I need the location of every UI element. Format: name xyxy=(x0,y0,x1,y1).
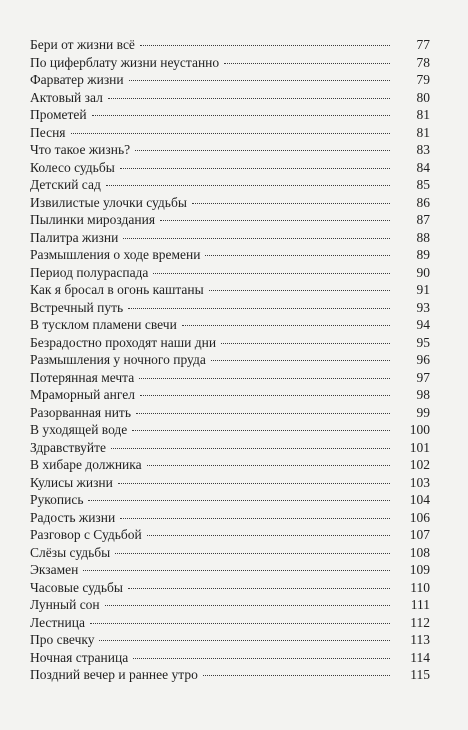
toc-entry xyxy=(30,316,430,334)
toc-entry xyxy=(30,334,430,352)
dot-leader xyxy=(111,448,390,449)
toc-entry xyxy=(30,281,430,299)
dot-leader xyxy=(209,290,390,291)
dot-leader xyxy=(118,483,390,484)
toc-entry xyxy=(30,351,430,369)
toc-entry-title: Встречный путь xyxy=(30,299,124,315)
dot-leader xyxy=(211,360,390,361)
toc-entry xyxy=(30,614,430,632)
toc-entry-title: Ночная страница xyxy=(30,649,129,665)
toc-entry-title: Рукопись xyxy=(30,492,84,507)
toc-entry xyxy=(30,631,430,649)
toc-entry-page: 96 xyxy=(416,352,430,367)
toc-entry-page: 99 xyxy=(416,404,430,420)
toc-entry-title: Пылинки мироздания xyxy=(30,212,156,227)
toc-entry-title: Часовые судьбы xyxy=(30,579,123,595)
dot-leader xyxy=(123,238,390,239)
toc-entry-title: В уходящей воде xyxy=(30,422,128,437)
toc-entry xyxy=(30,124,430,142)
toc-entry-page: 90 xyxy=(416,264,430,280)
dot-leader xyxy=(128,308,390,309)
toc-entry-page: 114 xyxy=(410,649,430,665)
dot-leader xyxy=(224,63,390,64)
toc-entry xyxy=(30,89,430,107)
toc-entry-page: 78 xyxy=(416,54,430,70)
toc-entry xyxy=(30,666,430,684)
toc-entry-page: 104 xyxy=(409,492,430,507)
toc-entry-title: В тусклом пламени свечи xyxy=(30,317,177,332)
dot-leader xyxy=(182,325,390,326)
toc-entry xyxy=(30,404,430,422)
toc-entry-title: Что такое жизнь? xyxy=(30,142,131,157)
toc-entry-title: Потерянная мечта xyxy=(30,369,135,385)
dot-leader xyxy=(99,640,390,641)
dot-leader xyxy=(128,588,390,589)
toc-entry xyxy=(30,509,430,527)
dot-leader xyxy=(88,500,390,501)
toc-entry-title: Разговор с Судьбой xyxy=(30,527,142,542)
toc-entry xyxy=(30,596,430,614)
toc-entry-title: Лестница xyxy=(30,614,85,630)
toc-entry-page: 80 xyxy=(416,89,430,105)
toc-entry-page: 94 xyxy=(416,317,430,332)
toc-entry xyxy=(30,439,430,457)
toc-entry-page: 102 xyxy=(409,457,430,472)
dot-leader xyxy=(203,675,390,676)
toc-entry xyxy=(30,141,430,159)
toc-entry xyxy=(30,421,430,439)
toc-entry xyxy=(30,386,430,404)
toc-entry-page: 110 xyxy=(410,579,430,595)
toc-entry-page: 83 xyxy=(416,142,430,157)
toc-entry xyxy=(30,474,430,492)
dot-leader xyxy=(221,343,390,344)
dot-leader xyxy=(205,255,390,256)
toc-entry xyxy=(30,299,430,317)
toc-entry-title: Поздний вечер и раннее утро xyxy=(30,667,198,682)
toc-entry-page: 103 xyxy=(409,474,430,490)
dot-leader xyxy=(108,98,390,99)
toc-entry-title: Экзамен xyxy=(30,562,79,577)
dot-leader xyxy=(105,605,390,606)
toc-entry-title: Разорванная нить xyxy=(30,404,131,420)
dot-leader xyxy=(115,553,390,554)
toc-entry-page: 113 xyxy=(410,632,430,647)
dot-leader xyxy=(83,570,390,571)
toc-entry xyxy=(30,264,430,282)
dot-leader xyxy=(132,430,390,431)
toc-entry-page: 107 xyxy=(409,527,430,542)
toc-entry xyxy=(30,456,430,474)
toc-entry xyxy=(30,36,430,54)
dot-leader xyxy=(120,168,390,169)
toc-entry-title: Актовый зал xyxy=(30,89,103,105)
toc-entry xyxy=(30,544,430,562)
toc-entry-page: 98 xyxy=(416,387,430,402)
dot-leader xyxy=(106,185,390,186)
toc-entry-title: Палитра жизни xyxy=(30,229,119,245)
toc-entry-page: 79 xyxy=(416,72,430,87)
toc-entry xyxy=(30,159,430,177)
toc-entry-title: Бери от жизни всё xyxy=(30,37,135,52)
toc-entry-page: 112 xyxy=(410,614,430,630)
dot-leader xyxy=(129,80,390,81)
dot-leader xyxy=(133,658,390,659)
toc-entry xyxy=(30,579,430,597)
toc-entry xyxy=(30,369,430,387)
toc-entry-title: Колесо судьбы xyxy=(30,159,115,175)
toc-entry-page: 87 xyxy=(416,212,430,227)
toc-entry-title: Прометей xyxy=(30,107,87,122)
toc-entry xyxy=(30,211,430,229)
toc-entry-page: 86 xyxy=(416,194,430,210)
toc-entry-title: Размышления у ночного пруда xyxy=(30,352,206,367)
toc-entry xyxy=(30,491,430,509)
dot-leader xyxy=(140,395,390,396)
dot-leader xyxy=(71,133,390,134)
dot-leader xyxy=(135,150,390,151)
toc-entry-page: 97 xyxy=(416,369,430,385)
toc-entry xyxy=(30,176,430,194)
dot-leader xyxy=(147,535,390,536)
toc-entry-title: Фарватер жизни xyxy=(30,72,124,87)
toc-entry-title: Извилистые улочки судьбы xyxy=(30,194,187,210)
toc-entry-page: 85 xyxy=(416,177,430,192)
toc-entry-page: 89 xyxy=(416,247,430,262)
toc-entry-page: 106 xyxy=(409,509,430,525)
toc-entry xyxy=(30,246,430,264)
toc-entry-page: 109 xyxy=(409,562,430,577)
dot-leader xyxy=(90,623,390,624)
toc-entry-title: Здравствуйте xyxy=(30,439,107,455)
toc-entry-title: Лунный сон xyxy=(30,597,100,612)
toc-entry xyxy=(30,71,430,89)
toc-entry xyxy=(30,526,430,544)
toc-entry-title: Мраморный ангел xyxy=(30,387,135,402)
toc-entry-title: Период полураспада xyxy=(30,264,149,280)
dot-leader xyxy=(160,220,390,221)
toc-entry-page: 84 xyxy=(416,159,430,175)
toc-entry-page: 77 xyxy=(416,37,430,52)
toc-entry-title: По циферблату жизни неустанно xyxy=(30,54,220,70)
toc-entry-title: В хибаре должника xyxy=(30,457,142,472)
dot-leader xyxy=(92,115,390,116)
toc-entry-page: 115 xyxy=(410,667,430,682)
table-of-contents xyxy=(30,36,430,684)
toc-entry xyxy=(30,649,430,667)
dot-leader xyxy=(136,413,390,414)
toc-entry xyxy=(30,194,430,212)
dot-leader xyxy=(140,45,390,46)
toc-entry-page: 88 xyxy=(416,229,430,245)
toc-entry-page: 81 xyxy=(416,124,430,140)
dot-leader xyxy=(120,518,390,519)
toc-entry-title: Кулисы жизни xyxy=(30,474,113,490)
toc-entry-title: Радость жизни xyxy=(30,509,116,525)
toc-entry-page: 95 xyxy=(416,334,430,350)
dot-leader xyxy=(147,465,390,466)
toc-entry-page: 81 xyxy=(416,107,430,122)
dot-leader xyxy=(139,378,390,379)
toc-entry-title: Как я бросал в огонь каштаны xyxy=(30,282,204,297)
toc-entry-title: Детский сад xyxy=(30,177,101,192)
toc-entry-title: Слёзы судьбы xyxy=(30,544,111,560)
toc-entry-title: Про свечку xyxy=(30,632,95,647)
toc-entry-page: 93 xyxy=(416,299,430,315)
toc-entry-page: 100 xyxy=(409,422,430,437)
toc-entry xyxy=(30,54,430,72)
toc-entry-title: Размышления о ходе времени xyxy=(30,247,201,262)
toc-entry xyxy=(30,229,430,247)
toc-entry-page: 111 xyxy=(410,597,430,612)
toc-entry xyxy=(30,106,430,124)
toc-entry-page: 101 xyxy=(409,439,430,455)
dot-leader xyxy=(153,273,390,274)
toc-entry xyxy=(30,561,430,579)
toc-entry-page: 91 xyxy=(416,282,430,297)
toc-entry-page: 108 xyxy=(409,544,430,560)
dot-leader xyxy=(192,203,390,204)
toc-entry-title: Песня xyxy=(30,124,66,140)
toc-entry-title: Безрадостно проходят наши дни xyxy=(30,334,217,350)
